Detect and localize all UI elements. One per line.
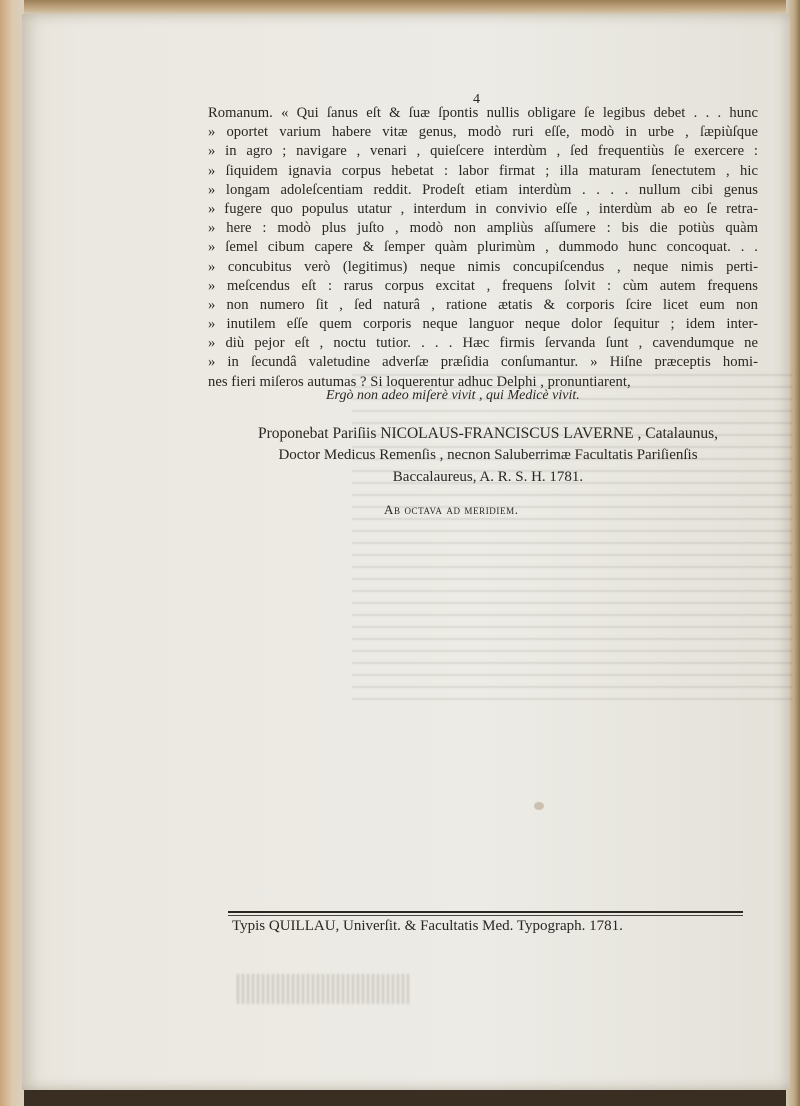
proponent-line: Proponebat Pariſiis NICOLAUS-FRANCISCUS LAVERNE , Catalaunus, [258, 425, 718, 442]
proponent-line: Doctor Medicus Remenſis , necnon Saluberrimæ Facultatis Pariſienſis [278, 447, 698, 463]
text-line: » here : modò plus juſto , modò non ampliùs aſſumere : bis die potiùs quàm [208, 220, 758, 237]
proponent-block [205, 424, 771, 488]
faded-stamp [237, 974, 412, 1004]
text-line: » longam adoleſcentiam reddit. Prodeſt etiam interdùm . . . . nullum cibi genus [208, 181, 758, 198]
text-line: » meſcendus eſt : rarus corpus excitat , frequens ſolvit : cùm autem frequens [208, 277, 758, 294]
text-line: » in ſecundâ valetudine adverſæ præſidia conſumantur. » Hiſne præceptis homi- [208, 354, 758, 371]
proponent-line: Baccalaureus, A. R. S. H. 1781. [392, 469, 584, 485]
text-line: » oportet varium habere vitæ genus, modò ruri eſſe, modò in urbe , ſæpiùſque [208, 124, 758, 141]
page-number: 4 [473, 92, 480, 107]
divider-rule-thin [228, 915, 743, 916]
text-line: » inutilem eſſe quem corporis neque languor neque dolor ſequitur ; idem inter- [208, 316, 758, 333]
text-line: » ſiquidem ignavia corpus hebetat : labor firmat ; illa maturam ſenectutem , hic [208, 162, 758, 179]
text-line: » ſemel cibum capere & ſemper quàm plurimùm , dummodo hunc concoquat. . . [208, 239, 758, 256]
time-line: Ab octava ad meridiem. [384, 502, 519, 517]
text-line: » non numero ſit , ſed naturâ , ratione ætatis & corporis ſcire licet eum non [208, 296, 758, 313]
body-text [208, 104, 758, 392]
printer-imprint: Typis QUILLAU, Univerſit. & Facultatis Med. Typograph. 1781. [232, 918, 623, 934]
text-line: » fugere quo populus utatur , interdum in convivio eſſe , interdùm ab eo ſe retra- [208, 200, 758, 217]
page-edge-left [0, 0, 24, 1106]
text-line: » diù pejor eſt , noctu tutior. . . . Hæc firmis ſervanda ſunt , cavendumque ne [208, 335, 758, 352]
text-line: Romanum. « Qui ſanus eſt & ſuæ ſpontis nullis obligare ſe legibus debet . . . hunc [208, 105, 758, 121]
text-line: » in agro ; navigare , venari , quieſcere interdùm , ſed frequentiùs ſe exercere : [208, 143, 758, 160]
text-line: » concubitus verò (legitimus) neque nimis concupiſcendus , neque nimis perti- [208, 258, 758, 275]
divider-rule [228, 911, 743, 913]
text-line: nes fieri miſeros autumas ? Si loquerentur adhuc Delphi , pronuntiarent, [208, 373, 631, 390]
closing-sentence: Ergò non adeo miſerè vivit , qui Medicè vivit. [326, 388, 580, 403]
paper-stain [534, 802, 544, 810]
